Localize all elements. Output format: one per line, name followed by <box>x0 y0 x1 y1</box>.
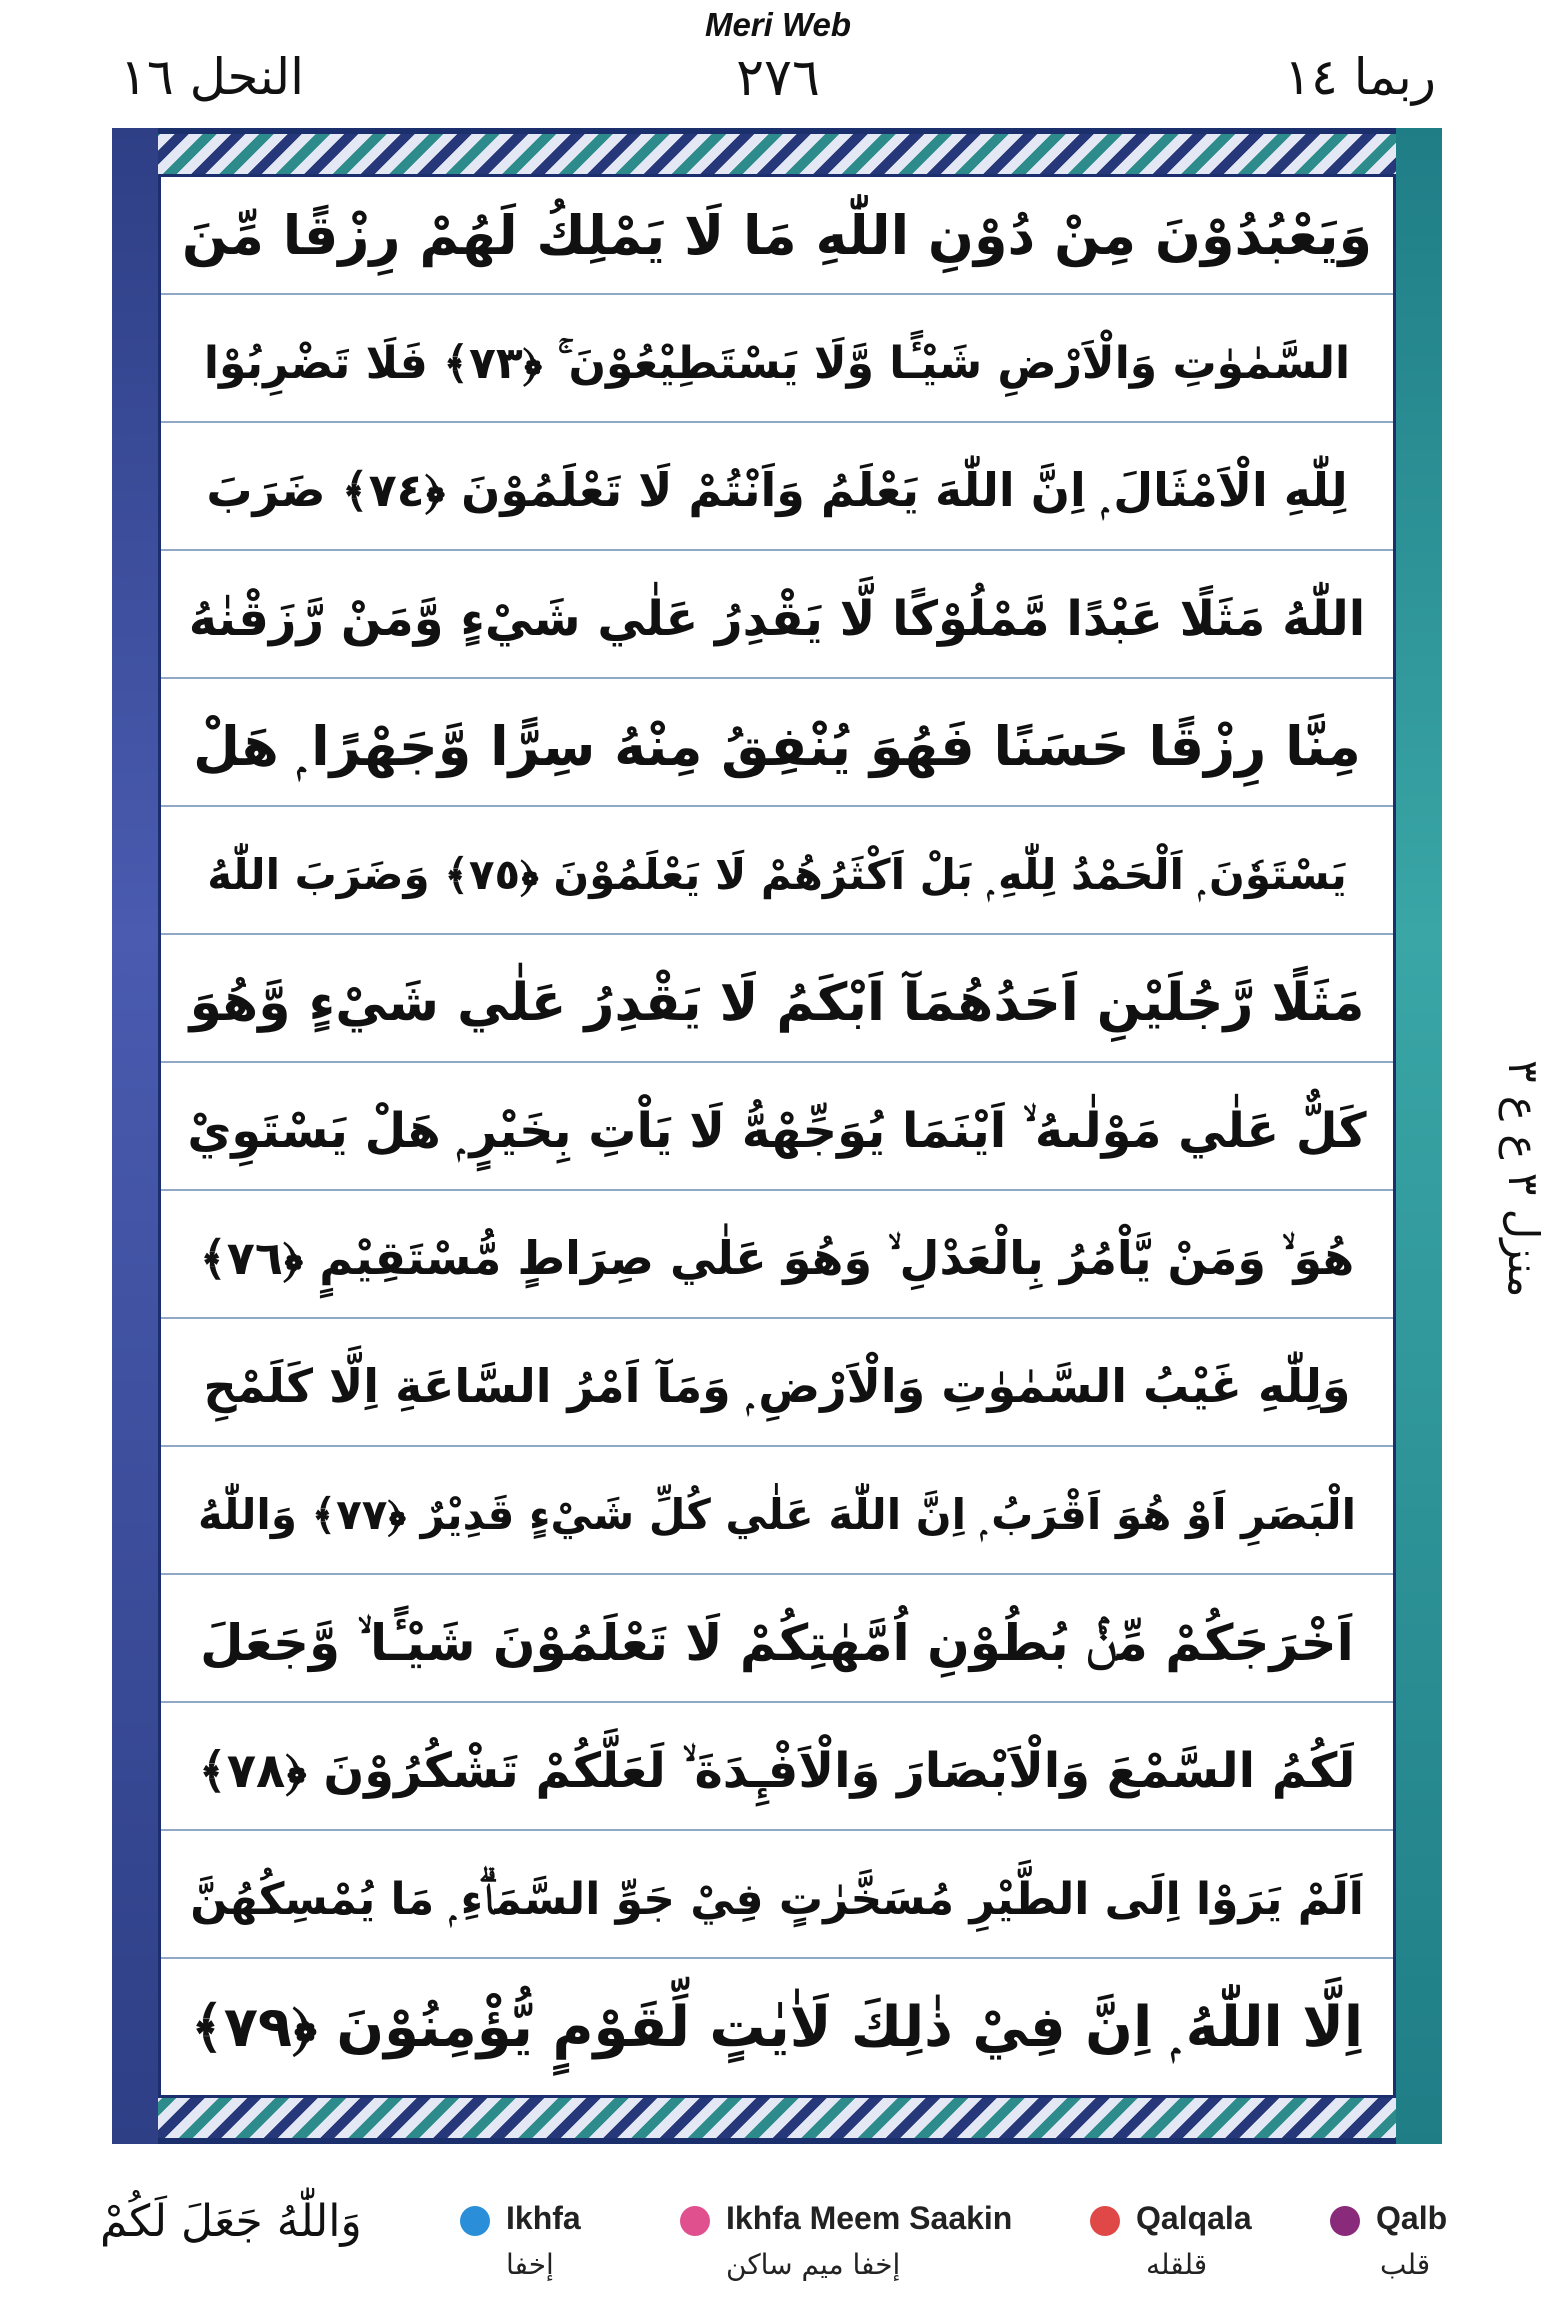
ikhfa-meem-saakin-color-dot <box>680 2206 710 2236</box>
qalb-color-dot <box>1330 2206 1360 2236</box>
verse-line-text: هُوَ ۙ وَمَنْ يَّاْمُرُ بِالْعَدْلِ ۙ وَهُوَ عَلٰي صِرَاطٍ مُّسْتَقِيْمٍ ﴿٧٦﴾ <box>199 1231 1355 1285</box>
quran-text-panel <box>158 174 1396 2098</box>
site-title: Meri Web <box>704 6 852 43</box>
juz-name-header: ربما ١٤ <box>1284 48 1436 106</box>
legend-label-ur: قلب <box>1380 2248 1431 2281</box>
verse-line <box>161 1841 1393 1959</box>
verse-line-text: اَخْرَجَكُمْ مِّنْۢ بُطُوْنِ اُمَّهٰتِكُمْ لَا تَعْلَمُوْنَ شَيْـًٔا ۙ وَّجَعَلَ <box>200 1613 1354 1672</box>
verse-line <box>161 1713 1393 1831</box>
qalqala-color-dot <box>1090 2206 1120 2236</box>
legend-item-ikhfa <box>460 2200 610 2290</box>
surah-name-header: النحل ١٦ <box>120 48 304 106</box>
verse-line <box>161 1969 1393 2087</box>
decorative-border-left <box>112 128 158 2144</box>
verse-line <box>161 561 1393 679</box>
verse-line <box>161 1201 1393 1319</box>
verse-line <box>161 945 1393 1063</box>
verse-line-text: مَثَلًا رَّجُلَيْنِ اَحَدُهُمَآ اَبْكَمُ لَا يَقْدِرُ عَلٰي شَيْءٍ وَّهُوَ <box>189 973 1365 1033</box>
verse-line-text: الْبَصَرِ اَوْ هُوَ اَقْرَبُ ۭ اِنَّ اللّٰهَ عَلٰي كُلِّ شَيْءٍ قَدِيْرٌ ﴿٧٧﴾ وَاللّٰهُ <box>198 1490 1356 1539</box>
verse-line-text: يَسْتَوٗنَ ۭ اَلْحَمْدُ لِلّٰهِ ۭ بَلْ اَكْثَرُهُمْ لَا يَعْلَمُوْنَ ﴿٧٥﴾ وَضَرَبَ اللّٰهُ <box>207 850 1347 899</box>
verse-line <box>161 1073 1393 1191</box>
legend-label-en: Qalb <box>1376 2200 1448 2236</box>
legend-item-qalb <box>1330 2200 1470 2290</box>
legend-label-en: Ikhfa <box>506 2200 581 2236</box>
verse-line <box>161 305 1393 423</box>
verse-line-text: السَّمٰوٰتِ وَالْاَرْضِ شَيْـًٔا وَّلَا يَسْتَطِيْعُوْنَ ۚ ﴿٧٣﴾ فَلَا تَضْرِبُوْا <box>203 337 1351 389</box>
ikhfa-color-dot <box>460 2206 490 2236</box>
verse-line-text: وَلِلّٰهِ غَيْبُ السَّمٰوٰتِ وَالْاَرْضِ ۭ وَمَآ اَمْرُ السَّاعَةِ اِلَّا كَلَمْحِ <box>203 1359 1351 1413</box>
verse-line-text: كَلٌّ عَلٰي مَوْلٰىهُ ۙ اَيْنَمَا يُوَجِّهْهُّ لَا يَاْتِ بِخَيْرٍ ۭ هَلْ يَسْتَوِيْ <box>187 1102 1367 1159</box>
verse-line <box>161 433 1393 551</box>
legend-label-ur: قلقله <box>1146 2248 1208 2281</box>
verse-line <box>161 1585 1393 1703</box>
legend-label-en: Ikhfa Meem Saakin <box>726 2200 1013 2236</box>
verse-line <box>161 1329 1393 1447</box>
decorative-border-right <box>1396 128 1442 2144</box>
catchword: وَاللّٰهُ جَعَلَ لَكُمْ <box>100 2196 362 2247</box>
verse-line-text: لِلّٰهِ الْاَمْثَالَ ۭ اِنَّ اللّٰهَ يَعْلَمُ وَاَنْتُمْ لَا تَعْلَمُوْنَ ﴿٧٤﴾ ضَرَبَ <box>206 463 1348 517</box>
verse-line-text: اِلَّا اللّٰهُ ۭ اِنَّ فِيْ ذٰلِكَ لَاٰيٰتٍ لِّقَوْمٍ يُّؤْمِنُوْنَ ﴿٧٩﴾ <box>190 1995 1364 2060</box>
legend-label-ur: إخفا ميم ساكن <box>726 2248 901 2281</box>
verse-line-text: اللّٰهُ مَثَلًا عَبْدًا مَّمْلُوْكًا لَّا يَقْدِرُ عَلٰي شَيْءٍ وَّمَنْ رَّزَقْنٰهُ <box>188 591 1366 647</box>
legend-item-ikhfa-meem-saakin <box>680 2200 1013 2290</box>
verse-line <box>161 177 1393 295</box>
manzil-marker: منزل ٣ ع ع ٣ <box>1499 1060 1548 1298</box>
verse-line-text: لَكُمُ السَّمْعَ وَالْاَبْصَارَ وَالْاَفْـِٕدَةَ ۙ لَعَلَّكُمْ تَشْكُرُوْنَ ﴿٧٨﴾ <box>198 1742 1356 1799</box>
verse-line <box>161 689 1393 807</box>
verse-line-text: اَلَمْ يَرَوْا اِلَى الطَّيْرِ مُسَخَّرٰتٍ فِيْ جَوِّ السَّمَاۗءِ ۭ مَا يُمْسِكُهُنَّ <box>190 1873 1364 1925</box>
verse-line-text: وَيَعْبُدُوْنَ مِنْ دُوْنِ اللّٰهِ مَا لَا يَمْلِكُ لَهُمْ رِزْقًا مِّنَ <box>181 203 1373 267</box>
page-number: ٢٧٦ <box>736 48 820 108</box>
legend-label-ur: إخفا <box>506 2248 554 2281</box>
verse-line-text: مِنَّا رِزْقًا حَسَنًا فَهُوَ يُنْفِقُ مِنْهُ سِرًّا وَّجَهْرًا ۭ هَلْ <box>193 715 1361 778</box>
verse-line <box>161 1457 1393 1575</box>
verse-line <box>161 817 1393 935</box>
legend-label-en: Qalqala <box>1136 2200 1252 2236</box>
legend-item-qalqala <box>1090 2200 1270 2290</box>
